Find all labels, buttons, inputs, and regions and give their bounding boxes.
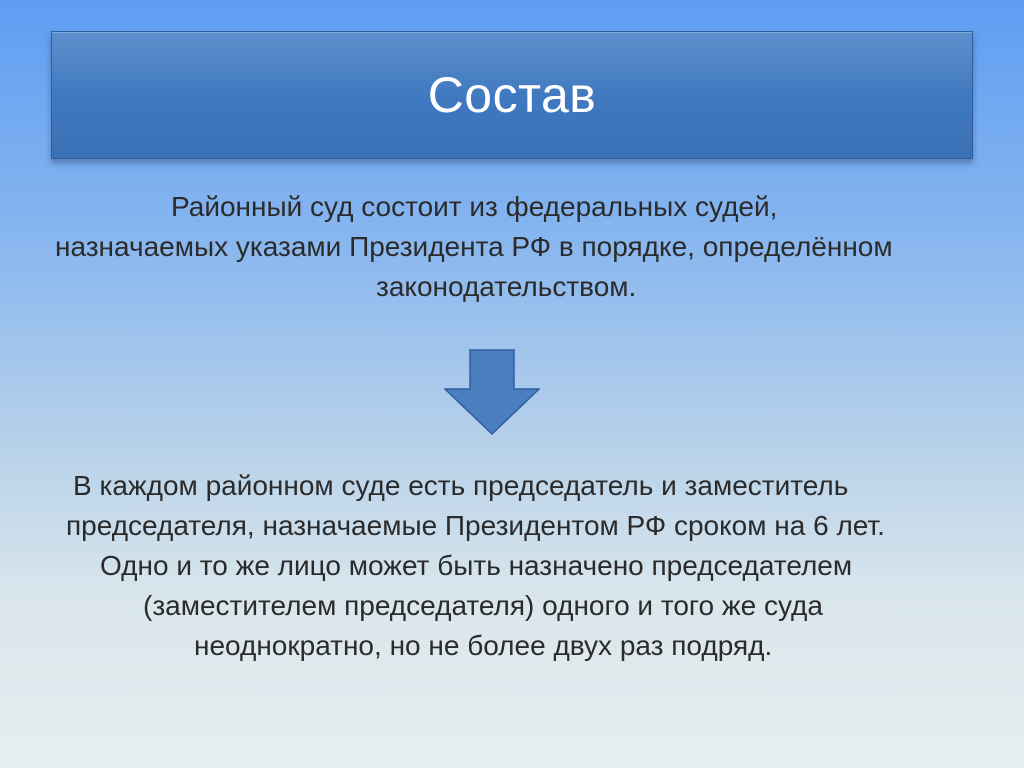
paragraph2-line2: председателя, назначаемые Президентом РФ сроком на 6 лет.	[66, 510, 885, 541]
paragraph2-line1: В каждом районном суде есть председатель и заместитель	[73, 470, 849, 501]
title-banner	[51, 31, 973, 159]
slide-title: Состав	[427, 67, 597, 123]
paragraph2-line3: Одно и то же лицо может быть назначено председателем	[100, 550, 853, 581]
down-arrow-icon	[444, 349, 540, 435]
paragraph2-line4: (заместителем председателя) одного и того же суда	[143, 590, 823, 621]
paragraph1-line1: Районный суд состоит из федеральных судей,	[171, 191, 778, 222]
paragraph2-line5: неоднократно, но не более двух раз подряд.	[194, 630, 773, 661]
paragraph1-line3: законодательством.	[376, 271, 637, 302]
paragraph-district-court-composition	[0, 187, 1024, 307]
paragraph1-line2: назначаемых указами Президента РФ в порядке, определённом	[55, 231, 893, 262]
paragraph-chairman-appointment	[0, 466, 1024, 666]
